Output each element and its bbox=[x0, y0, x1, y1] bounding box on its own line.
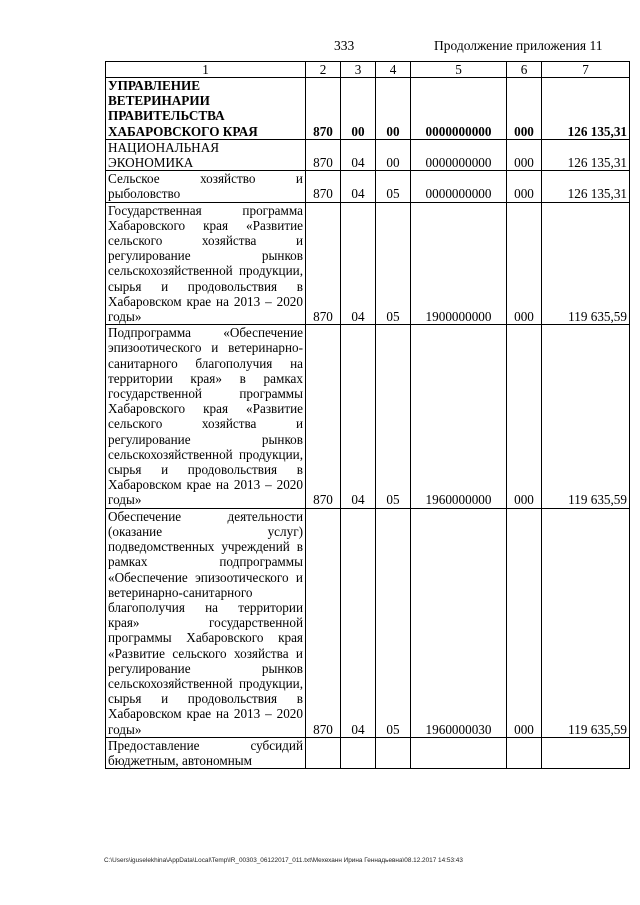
amount-cell: 119 635,59 bbox=[542, 202, 630, 325]
row-name-cell: НАЦИОНАЛЬНАЯ ЭКОНОМИКА bbox=[106, 139, 306, 170]
amount-cell: 119 635,59 bbox=[542, 508, 630, 737]
file-path-footer: C:\Users\iguselekhina\AppData\Local\Temp\IR_00303_06122017_011.txt\Мехеханн Ирина Геннадьевна\08.12.2017 14:53:43 bbox=[104, 857, 463, 864]
row-name-cell: Подпрограмма «Обеспечение эпизоотического и ветеринарно-санитарного благополучия на территории края» в рамках государственной программы Хабаровского края «Развитие сельского хозяйства и регулирование рынков сельскохозяйственной продукции, сырья и продовольствия в Хабаровском крае на 2013 – 2020 годы» bbox=[106, 325, 306, 508]
table-body bbox=[106, 78, 630, 769]
section-code-cell: 04 bbox=[341, 508, 376, 737]
target-article-cell: 1900000000 bbox=[411, 202, 507, 325]
expense-type-cell: 000 bbox=[507, 171, 542, 202]
subsection-code-cell: 00 bbox=[376, 139, 411, 170]
subsection-code-cell: 05 bbox=[376, 171, 411, 202]
target-article-cell: 0000000000 bbox=[411, 78, 507, 140]
amount-cell: 126 135,31 bbox=[542, 139, 630, 170]
expense-type-cell: 000 bbox=[507, 508, 542, 737]
page-number: 333 bbox=[334, 38, 355, 53]
column-header: 3 bbox=[341, 62, 376, 78]
table-row bbox=[106, 325, 630, 508]
expense-type-cell: 000 bbox=[507, 139, 542, 170]
table-row bbox=[106, 508, 630, 737]
column-header: 4 bbox=[376, 62, 411, 78]
amount-cell: 126 135,31 bbox=[542, 171, 630, 202]
admin-code-cell: 870 bbox=[306, 508, 341, 737]
section-code-cell: 00 bbox=[341, 78, 376, 140]
table-header-row bbox=[106, 62, 630, 78]
appendix-continuation-label: Продолжение приложения 11 bbox=[434, 38, 603, 53]
admin-code-cell: 870 bbox=[306, 202, 341, 325]
table-row bbox=[106, 737, 630, 768]
subsection-code-cell: 00 bbox=[376, 78, 411, 140]
amount-cell: 126 135,31 bbox=[542, 78, 630, 140]
admin-code-cell: 870 bbox=[306, 325, 341, 508]
admin-code-cell: 870 bbox=[306, 78, 341, 140]
column-header: 5 bbox=[411, 62, 507, 78]
subsection-code-cell: 05 bbox=[376, 508, 411, 737]
admin-code-cell: 870 bbox=[306, 139, 341, 170]
admin-code-cell bbox=[306, 737, 341, 768]
table-row bbox=[106, 78, 630, 140]
expense-type-cell: 000 bbox=[507, 78, 542, 140]
column-header: 2 bbox=[306, 62, 341, 78]
target-article-cell: 1960000030 bbox=[411, 508, 507, 737]
amount-cell: 119 635,59 bbox=[542, 325, 630, 508]
expense-type-cell bbox=[507, 737, 542, 768]
table-row bbox=[106, 139, 630, 170]
row-name-cell: Обеспечение деятельности (оказание услуг) подведомственных учреждений в рамках подпрограммы «Обеспечение эпизоотического и ветеринарно-санитарного благополучия на территории края» государственной программы Хабаровского края «Развитие сельского хозяйства и регулирование рынков сельскохозяйственной продукции, сырья и продовольствия в Хабаровском крае на 2013 – 2020 годы» bbox=[106, 508, 306, 737]
column-header: 1 bbox=[106, 62, 306, 78]
row-name-cell: Сельское хозяйство и рыболовство bbox=[106, 171, 306, 202]
expense-type-cell: 000 bbox=[507, 325, 542, 508]
admin-code-cell: 870 bbox=[306, 171, 341, 202]
target-article-cell: 0000000000 bbox=[411, 139, 507, 170]
table-row bbox=[106, 202, 630, 325]
row-name-cell: Предоставление субсидий бюджетным, автономным bbox=[106, 737, 306, 768]
table-row bbox=[106, 171, 630, 202]
amount-cell bbox=[542, 737, 630, 768]
row-name-cell: УПРАВЛЕНИЕ ВЕТЕРИНАРИИ ПРАВИТЕЛЬСТВА ХАБАРОВСКОГО КРАЯ bbox=[106, 78, 306, 140]
section-code-cell: 04 bbox=[341, 171, 376, 202]
target-article-cell: 0000000000 bbox=[411, 171, 507, 202]
subsection-code-cell bbox=[376, 737, 411, 768]
target-article-cell: 1960000000 bbox=[411, 325, 507, 508]
row-name-cell: Государственная программа Хабаровского края «Развитие сельского хозяйства и регулирование рынков сельскохозяйственной продукции, сырья и продовольствия в Хабаровском крае на 2013 – 2020 годы» bbox=[106, 202, 306, 325]
column-header: 7 bbox=[542, 62, 630, 78]
subsection-code-cell: 05 bbox=[376, 202, 411, 325]
column-header: 6 bbox=[507, 62, 542, 78]
expense-type-cell: 000 bbox=[507, 202, 542, 325]
subsection-code-cell: 05 bbox=[376, 325, 411, 508]
section-code-cell: 04 bbox=[341, 202, 376, 325]
target-article-cell bbox=[411, 737, 507, 768]
section-code-cell: 04 bbox=[341, 139, 376, 170]
budget-table bbox=[105, 61, 630, 769]
section-code-cell bbox=[341, 737, 376, 768]
section-code-cell: 04 bbox=[341, 325, 376, 508]
